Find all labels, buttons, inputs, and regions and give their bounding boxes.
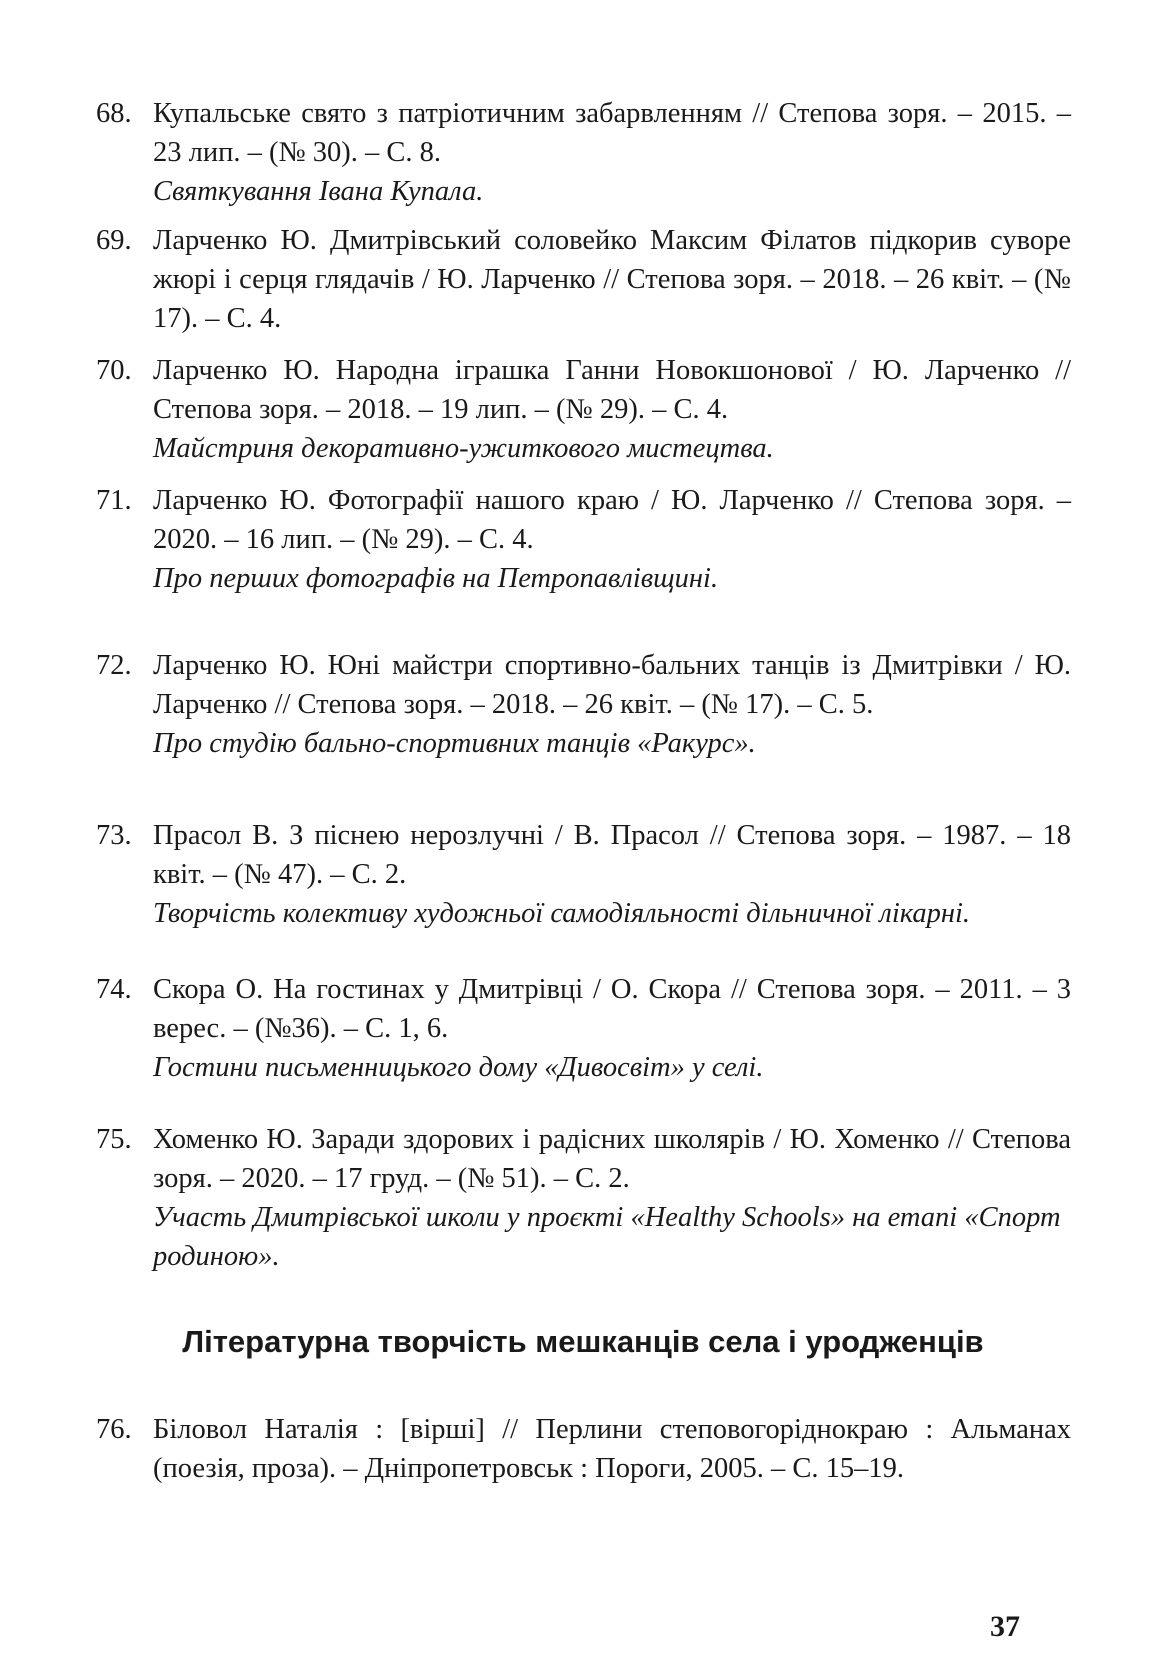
entry-citation: Хоменко Ю. Заради здорових і радісних школярів / Ю. Хоменко // Степова зоря. – 2020. – 17 груд. – (№ 51). – С. 2. <box>153 1124 1071 1194</box>
bibliography-entry-73 <box>96 816 1071 933</box>
bibliography-entry-74 <box>96 970 1071 1087</box>
entry-citation: Ларченко Ю. Юні майстри спортивно-бальних танців із Дмитрівки / Ю. Ларченко // Степова зоря. – 2018. – 26 квіт. – (№ 17). – С. 5. <box>153 650 1071 720</box>
entry-citation: Ларченко Ю. Народна іграшка Ганни Новокшонової / Ю. Ларченко // Степова зоря. – 2018. – 19 лип. – (№ 29). – С. 4. <box>153 355 1071 425</box>
section-heading: Літературна творчість мешканців села і уродженців <box>182 1324 984 1359</box>
page-number: 37 <box>990 1610 1020 1643</box>
entry-number: 69. <box>96 225 132 256</box>
entry-number: 73. <box>96 820 132 851</box>
entry-annotation: Святкування Івана Купала. <box>153 176 484 207</box>
entry-annotation: Про перших фотографів на Петропавлівщині. <box>153 563 719 594</box>
entry-annotation: Про студію бально-спортивних танців «Ракурс». <box>153 728 756 759</box>
entry-number: 68. <box>96 98 132 129</box>
entry-number: 75. <box>96 1124 132 1155</box>
bibliography-entry-68 <box>96 94 1071 211</box>
entry-number: 71. <box>96 485 132 516</box>
bibliography-entry-70 <box>96 351 1071 468</box>
entry-number: 74. <box>96 974 132 1005</box>
bibliography-entry-75 <box>96 1120 1071 1276</box>
bibliography-entry-72 <box>96 646 1071 763</box>
bibliography-entry-71 <box>96 481 1071 598</box>
entry-annotation: Гостини письменницького дому «Дивосвіт» у селі. <box>153 1052 764 1083</box>
entry-citation: Купальське свято з патріотичним забарвленням // Степова зоря. – 2015. – 23 лип. – (№ 30). – С. 8. <box>153 98 1071 168</box>
entry-annotation: Творчість колективу художньої самодіяльності дільничної лікарні. <box>153 898 971 929</box>
entry-citation: Ларченко Ю. Фотографії нашого краю / Ю. Ларченко // Степова зоря. – 2020. – 16 лип. – (№ 29). – С. 4. <box>153 485 1071 555</box>
entry-citation: Прасол В. З піснею нерозлучні / В. Прасол // Степова зоря. – 1987. – 18 квіт. – (№ 47). – С. 2. <box>153 820 1071 890</box>
entry-number: 72. <box>96 650 132 681</box>
entry-citation: Ларченко Ю. Дмитрівський соловейко Максим Філатов підкорив суворе жюрі і серця глядачів / Ю. Ларченко // Степова зоря. – 2018. – 26 квіт. – (№ 17). – С. 4. <box>153 225 1071 334</box>
entry-citation: Біловол Наталія : [вірші] // Перлини степовогоріднокраю : Альманах (поезія, проза). – Дніпропетровськ : Пороги, 2005. – С. 15–19. <box>153 1414 1071 1484</box>
bibliography-entry-69 <box>96 221 1071 338</box>
entry-number: 76. <box>96 1414 132 1445</box>
entry-annotation: Участь Дмитрівської школи у проєкті «Healthy Schools» на етапі «Спорт родиною». <box>153 1202 1061 1272</box>
entry-annotation: Майстриня декоративно-ужиткового мистецтва. <box>153 433 774 464</box>
entry-number: 70. <box>96 355 132 386</box>
bibliography-entry-76 <box>96 1410 1071 1488</box>
entry-citation: Скора О. На гостинах у Дмитрівці / О. Скора // Степова зоря. – 2011. – 3 верес. – (№36). – С. 1, 6. <box>153 974 1071 1044</box>
